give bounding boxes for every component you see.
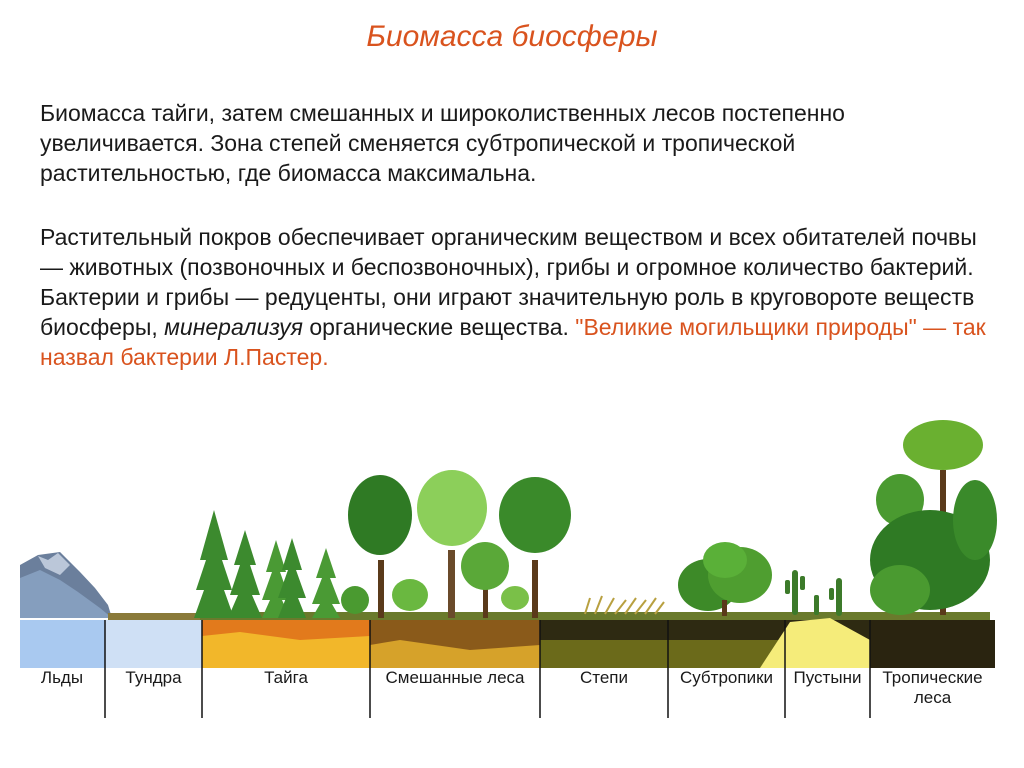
paragraph-vegetation bbox=[40, 222, 990, 372]
zone-label-ice: Льды bbox=[40, 668, 84, 687]
tropical-trees bbox=[870, 420, 997, 615]
soil-layers bbox=[20, 618, 995, 668]
paragraph-italic-term: минерализуя bbox=[164, 314, 303, 340]
zone-label-subtropics: Субтропики bbox=[679, 668, 774, 687]
zone-label-tundra: Тундра bbox=[125, 668, 182, 687]
mixed-forest-trees bbox=[341, 470, 571, 618]
zone-label-desert: Пустыни bbox=[793, 668, 862, 687]
zone-label-tropical-forest: Тропические леса bbox=[882, 668, 983, 707]
zone-label-steppe: Степи bbox=[579, 668, 629, 687]
desert-cacti bbox=[785, 570, 842, 616]
zone-label-mixed-forest: Смешанные леса bbox=[385, 668, 525, 687]
ice-mountain bbox=[20, 552, 112, 618]
paragraph-text-start: Растительный покров обеспечивает органическим веществом и всех обитателей почвы — животных (позвоночных и беспозвоночных), грибы и огромное количество бактерий. Бактерии и грибы — редуценты, они играют значительную роль в круговороте веществ биосферы, bbox=[40, 224, 977, 340]
page-title: Биомасса биосферы bbox=[366, 20, 658, 53]
biome-diagram bbox=[0, 400, 1024, 768]
pasteur-quote: "Великие могильщики природы" — так назвал бактерии Л.Пастер. bbox=[40, 314, 986, 370]
zone-label-taiga: Тайга bbox=[264, 668, 308, 687]
steppe-grass bbox=[585, 596, 664, 614]
subtropic-trees bbox=[678, 542, 772, 616]
paragraph-text-middle: органические вещества. bbox=[309, 314, 569, 340]
paragraph-intro: Биомасса тайги, затем смешанных и широколиственных лесов постепенно увеличивается. Зона степей сменяется субтропической и тропической растительностью, где биомасса максимальна. bbox=[40, 100, 845, 186]
taiga-trees bbox=[194, 510, 340, 618]
